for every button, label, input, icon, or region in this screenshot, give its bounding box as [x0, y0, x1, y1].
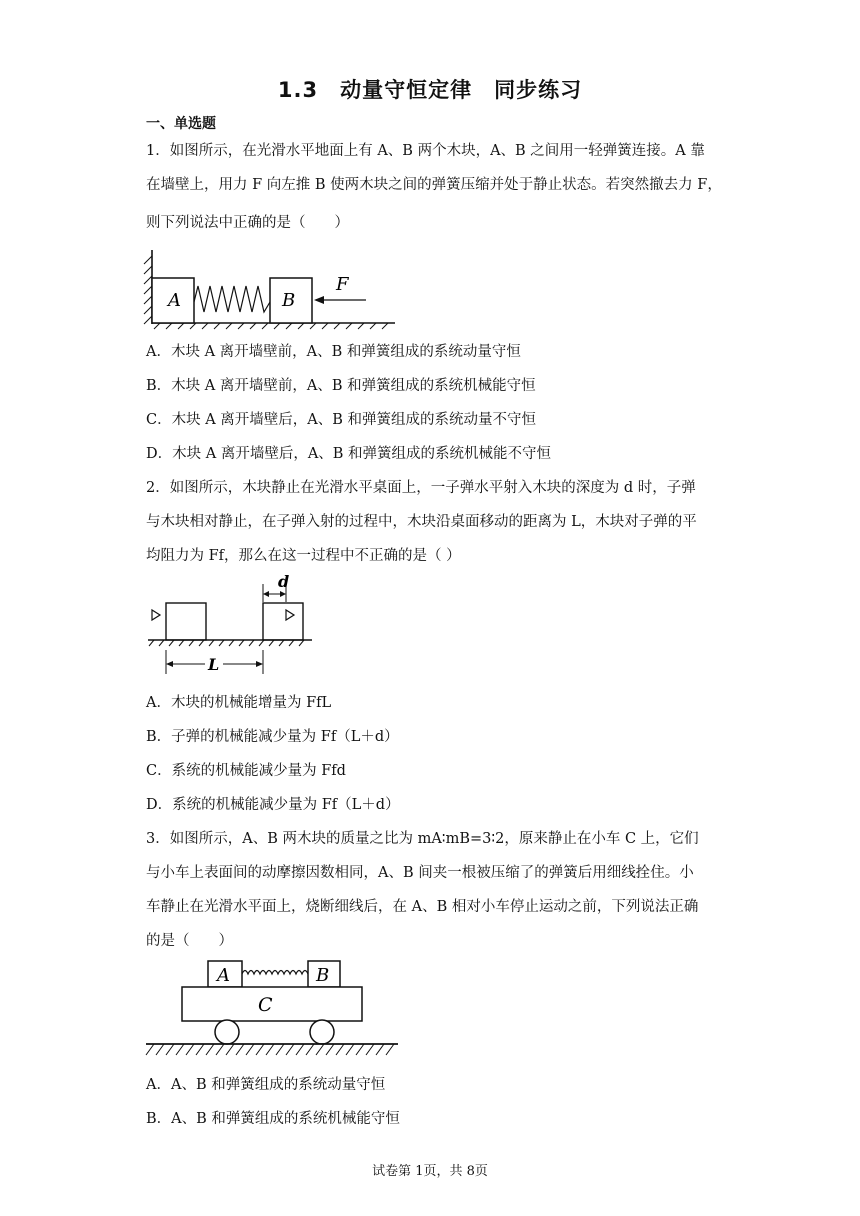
q3-option-b: B．A、B 和弹簧组成的系统机械能守恒 — [146, 1111, 400, 1127]
q2-stem-line-2: 与木块相对静止，在子弹入射的过程中，木块沿桌面移动的距离为 L，木块对子弹的平 — [146, 514, 697, 530]
q3-stem-line-1: 3．如图所示，A、B 两木块的质量之比为 mA∶mB=3∶2，原来静止在小车 C 上，它们 — [146, 831, 699, 847]
block-b-label: B — [282, 290, 296, 311]
section-heading: 一、单选题 — [146, 116, 216, 132]
q3-figure — [142, 955, 404, 1065]
page-title: 1.3 动量守恒定律 同步练习 — [277, 78, 583, 102]
q1-option-a: A．木块 A 离开墙壁前，A、B 和弹簧组成的系统动量守恒 — [146, 344, 521, 360]
block-a-label: A — [217, 965, 230, 986]
q2-option-a: A．木块的机械能增量为 FfL — [146, 695, 332, 711]
q2-stem-line-1: 2．如图所示，木块静止在光滑水平桌面上，一子弹水平射入木块的深度为 d 时，子弹 — [146, 480, 696, 496]
wheel-left — [215, 1020, 239, 1044]
q3-stem-line-4: 的是（ ） — [146, 933, 233, 949]
cart-c-label: C — [258, 994, 273, 1016]
block-a-label: A — [168, 290, 181, 311]
page-footer: 试卷第 1页，共 8页 — [372, 1164, 488, 1179]
q2-figure — [142, 570, 320, 678]
q1-stem-line-3: 则下列说法中正确的是（ ） — [146, 215, 349, 231]
q3-stem-line-2: 与小车上表面间的动摩擦因数相同，A、B 间夹一根被压缩了的弹簧后用细线拴住。小 — [146, 865, 694, 881]
q2-stem-line-3: 均阻力为 Ff，那么在这一过程中不正确的是（ ） — [146, 548, 461, 564]
wheel-right — [310, 1020, 334, 1044]
block-final — [263, 603, 303, 640]
q2-option-c: C．系统的机械能减少量为 Ffd — [146, 763, 346, 779]
depth-label: d — [278, 572, 290, 591]
q1-option-d: D．木块 A 离开墙壁后，A、B 和弹簧组成的系统机械能不守恒 — [146, 446, 552, 462]
block-initial — [166, 603, 206, 640]
q1-option-b: B．木块 A 离开墙壁前，A、B 和弹簧组成的系统机械能守恒 — [146, 378, 536, 394]
force-label: F — [336, 274, 349, 295]
bullet-initial — [152, 610, 160, 620]
q3-stem-line-3: 车静止在光滑水平面上，烧断细线后，在 A、B 相对小车停止运动之前，下列说法正确 — [146, 899, 699, 915]
q3-option-a: A．A、B 和弹簧组成的系统动量守恒 — [146, 1077, 386, 1093]
q2-option-b: B．子弹的机械能减少量为 Ff（L＋d） — [146, 729, 399, 745]
block-b-label: B — [316, 965, 330, 986]
q1-stem-line-1: 1．如图所示，在光滑水平地面上有 A、B 两个木块，A、B 之间用一轻弹簧连接。A 靠 — [146, 143, 705, 159]
q1-figure — [140, 248, 410, 330]
spring — [194, 286, 270, 312]
q2-option-d: D．系统的机械能减少量为 Ff（L＋d） — [146, 797, 400, 813]
q1-option-c: C．木块 A 离开墙壁后，A、B 和弹簧组成的系统动量不守恒 — [146, 412, 537, 428]
q1-stem-line-2: 在墙壁上，用力 F 向左推 B 使两木块之间的弹簧压缩并处于静止状态。若突然撤去力 F， — [146, 177, 722, 193]
distance-label: L — [208, 655, 220, 674]
